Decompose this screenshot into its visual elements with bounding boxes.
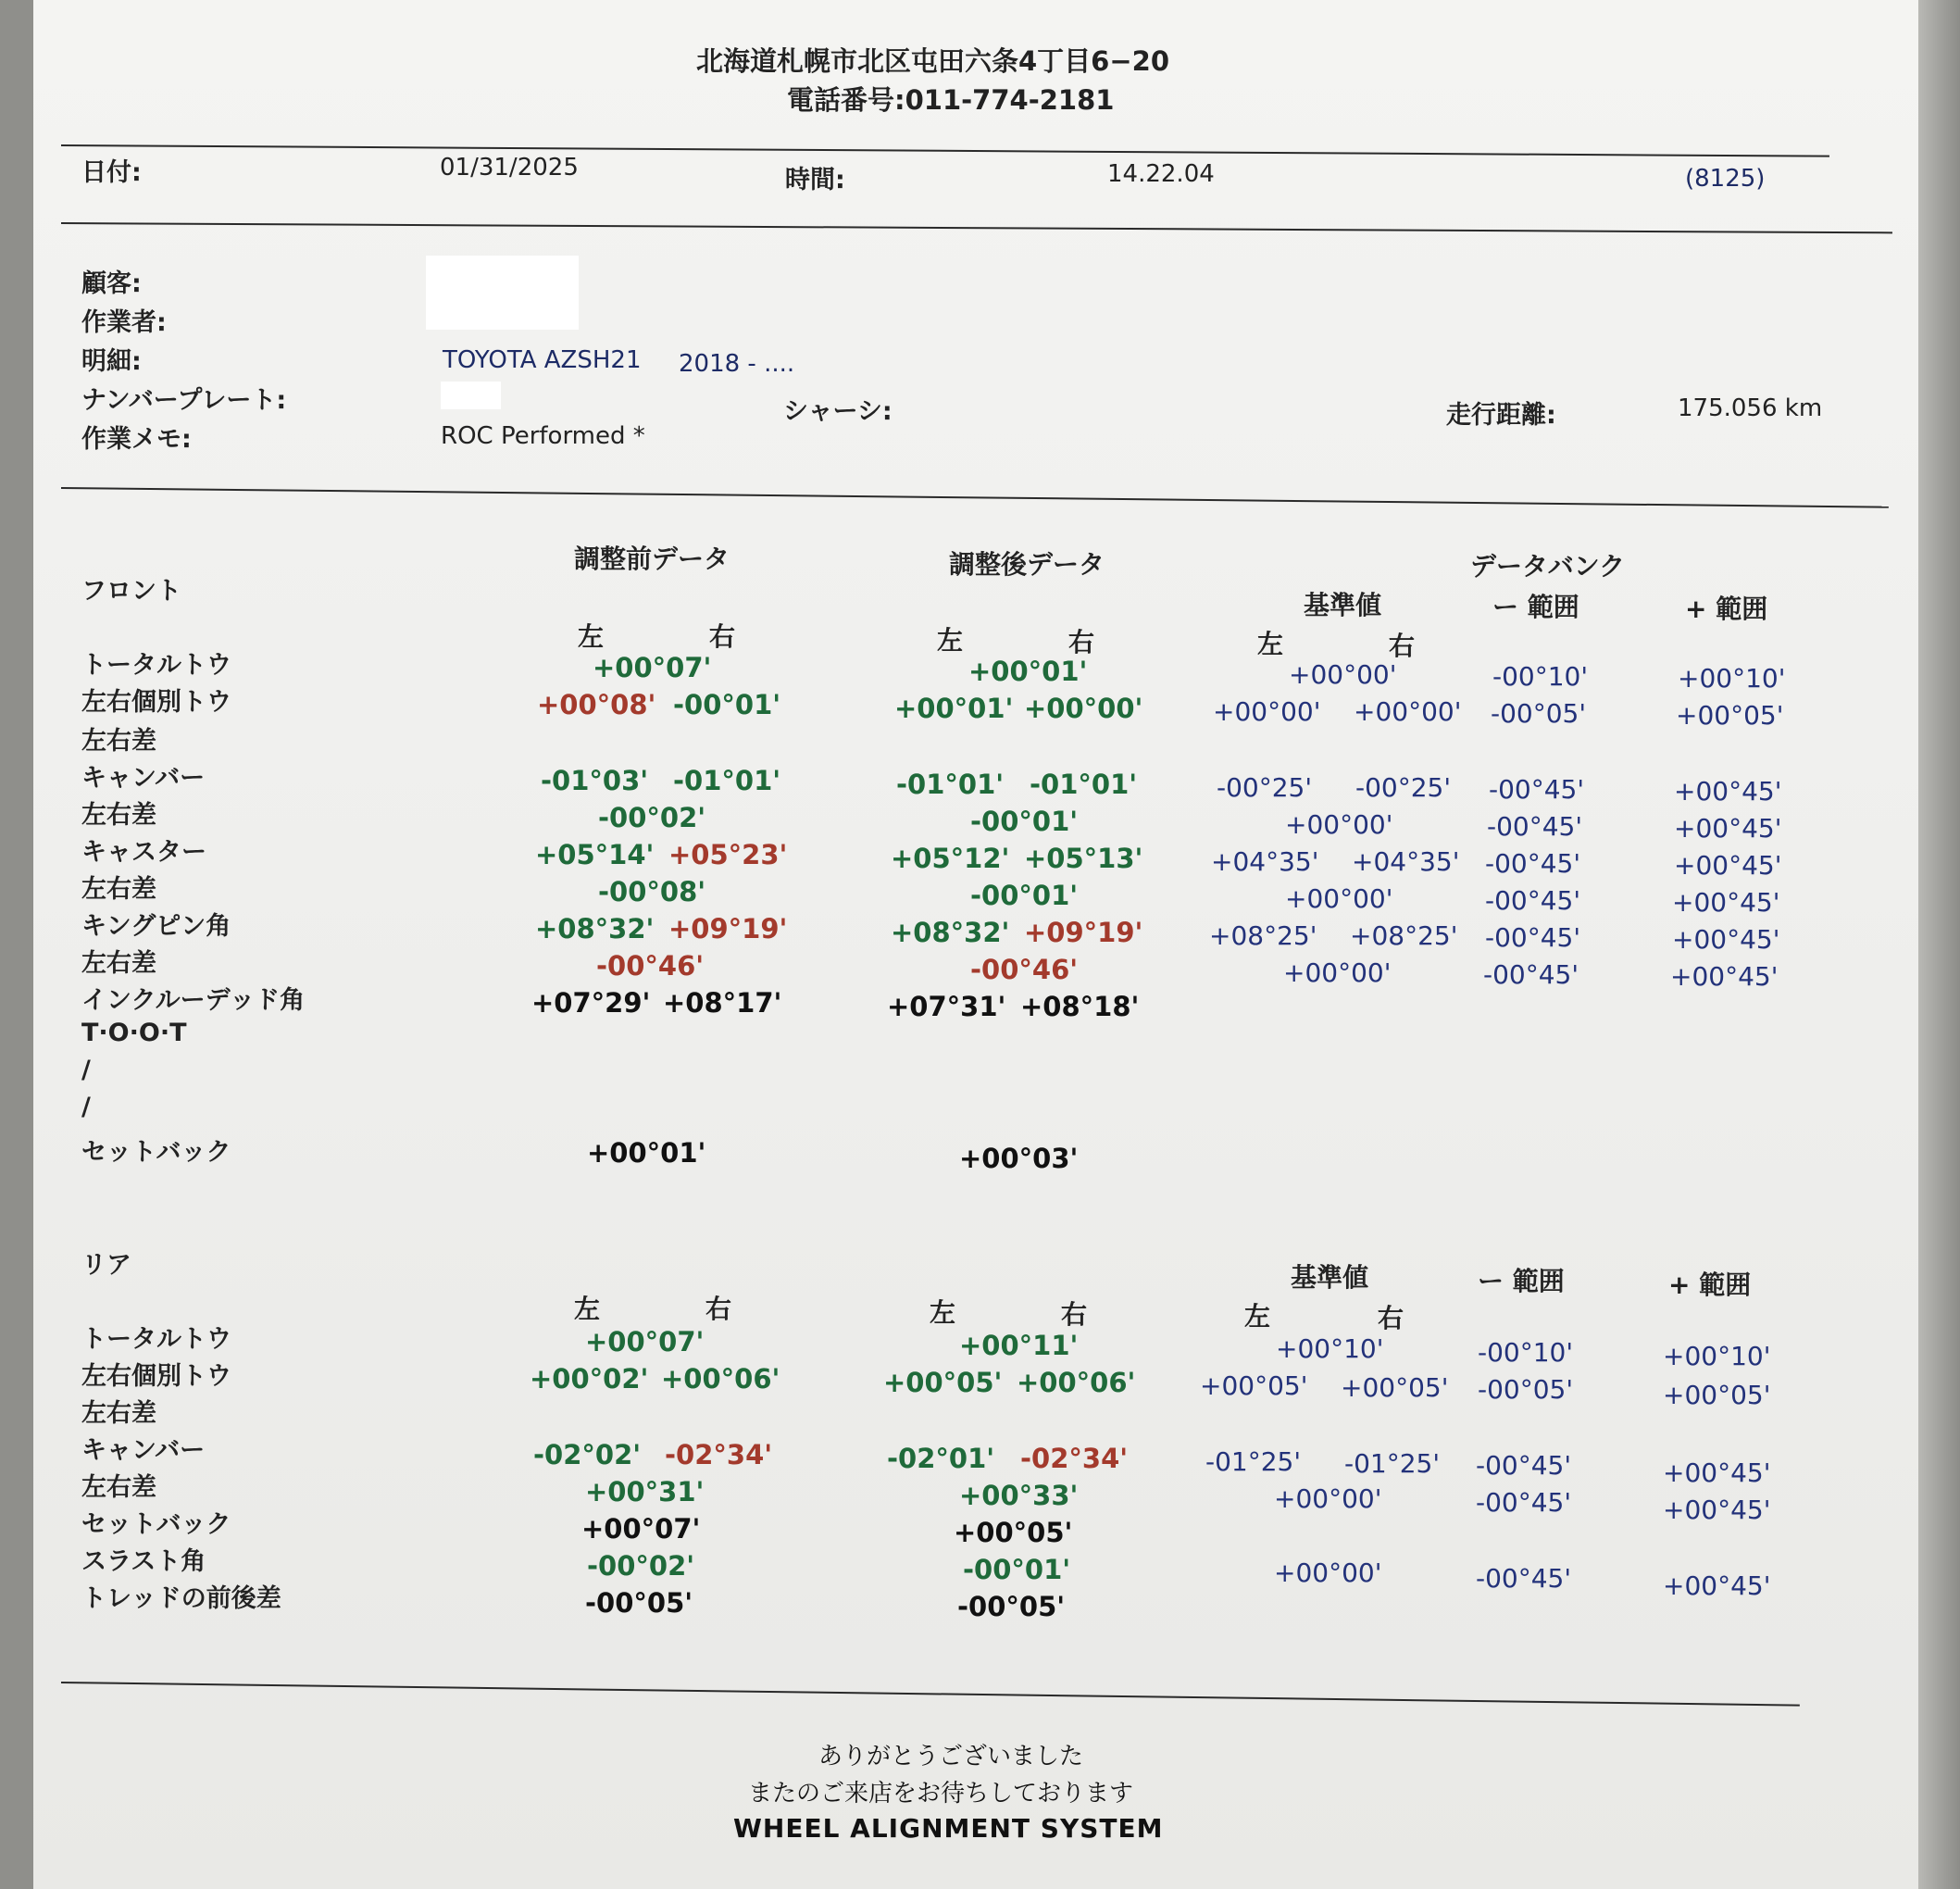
- chassis-label: シャーシ:: [783, 397, 893, 426]
- front-kpi-minus: -00°45': [1485, 922, 1581, 953]
- rear-tread-before: -00°05': [585, 1587, 693, 1619]
- front-caster-std-left: +04°35': [1211, 846, 1319, 877]
- rear-camber-diff-after: +00°33': [959, 1480, 1079, 1511]
- rear-std-right: 右: [1378, 1303, 1404, 1333]
- footer-system-name: WHEEL ALIGNMENT SYSTEM: [733, 1813, 1164, 1844]
- front-after-right: 右: [1068, 627, 1095, 657]
- time-value: 14.22.04: [1107, 160, 1215, 188]
- background-edge: [1918, 0, 1960, 1889]
- front-label-setback: セットバック: [81, 1138, 231, 1167]
- front-caster-plus: +00°45': [1674, 850, 1782, 881]
- footer-return: またのご来店をお待ちしております: [748, 1780, 1134, 1808]
- customer-label: 顧客:: [81, 269, 142, 298]
- mileage-label: 走行距離:: [1446, 401, 1556, 430]
- front-kpi-before-left: +08°32': [535, 913, 655, 944]
- vehicle-year: 2018 - ....: [679, 350, 795, 378]
- front-ind-toe-plus: +00°05': [1676, 700, 1784, 731]
- front-camber-std-left: -00°25': [1217, 772, 1313, 803]
- front-label-caster-diff: 左右差: [81, 875, 156, 904]
- rear-label-camber-diff: 左右差: [81, 1473, 156, 1502]
- memo-label: 作業メモ:: [81, 425, 192, 454]
- worker-label: 作業者:: [81, 308, 167, 337]
- front-camber-diff-plus: +00°45': [1674, 813, 1782, 844]
- rear-camber-minus: -00°45': [1476, 1450, 1572, 1481]
- front-label-toot: T·O·O·T: [81, 1019, 187, 1047]
- front-ind-toe-before-right: -00°01': [673, 689, 781, 720]
- rear-camber-plus: +00°45': [1663, 1457, 1771, 1488]
- rear-camber-before-left: -02°02': [533, 1439, 642, 1470]
- rear-thrust-minus: -00°45': [1476, 1563, 1572, 1594]
- rear-label-total-toe: トータルトウ: [81, 1325, 231, 1354]
- time-label: 時間:: [785, 166, 845, 194]
- rear-ind-toe-std-right: +00°05': [1341, 1372, 1449, 1403]
- vehicle-model: TOYOTA AZSH21: [443, 346, 642, 374]
- date-label: 日付:: [81, 158, 142, 187]
- rear-camber-after-right: -02°34': [1020, 1443, 1129, 1474]
- rear-after-left: 左: [930, 1297, 956, 1328]
- front-kpi-diff-minus: -00°45': [1483, 959, 1579, 990]
- memo-value: ROC Performed *: [441, 422, 645, 450]
- front-caster-before-left: +05°14': [535, 839, 655, 870]
- front-kpi-diff-std: +00°00': [1283, 957, 1392, 988]
- front-section-label: フロント: [81, 577, 181, 606]
- front-camber-after-left: -01°01': [896, 769, 1005, 800]
- rear-camber-std-left: -01°25': [1205, 1446, 1302, 1477]
- front-before-left: 左: [578, 621, 605, 652]
- front-setback-before: +00°01': [587, 1137, 706, 1169]
- plate-label: ナンバープレート:: [81, 386, 287, 415]
- rear-ind-toe-plus: +00°05': [1663, 1380, 1771, 1410]
- rear-thrust-after: -00°01': [963, 1554, 1071, 1585]
- front-kpi-std-right: +08°25': [1350, 920, 1458, 951]
- front-camber-diff-minus: -00°45': [1487, 811, 1583, 842]
- shop-address: 北海道札幌市北区屯田六条4丁目6−20: [696, 45, 1170, 77]
- front-ind-toe-before-left: +00°08': [537, 689, 656, 720]
- rear-total-toe-std: +00°10': [1276, 1333, 1384, 1364]
- front-before-header: 調整前データ: [574, 544, 730, 574]
- front-camber-plus: +00°45': [1674, 776, 1782, 807]
- rear-ind-toe-after-right: +00°06': [1017, 1367, 1136, 1398]
- rear-label-camber: キャンバー: [81, 1436, 206, 1465]
- rear-total-toe-before: +00°07': [585, 1326, 705, 1357]
- front-kpi-diff-before: -00°46': [596, 950, 705, 982]
- front-label-camber-diff: 左右差: [81, 801, 156, 830]
- front-std-header: 基準値: [1304, 590, 1382, 620]
- rear-thrust-plus: +00°45': [1663, 1570, 1771, 1601]
- front-ind-toe-std-left: +00°00': [1213, 696, 1321, 727]
- rear-thrust-std: +00°00': [1274, 1557, 1382, 1588]
- front-before-right: 右: [709, 621, 736, 652]
- front-label-ind-toe: 左右個別トウ: [81, 688, 231, 717]
- footer-thanks: ありがとうございました: [818, 1743, 1084, 1770]
- front-setback-after: +00°03': [959, 1143, 1079, 1174]
- rear-camber-diff-std: +00°00': [1274, 1483, 1382, 1514]
- front-caster-std-right: +04°35': [1352, 846, 1460, 877]
- front-caster-diff-minus: -00°45': [1485, 885, 1581, 916]
- rear-minus-header: ー 範囲: [1478, 1266, 1565, 1296]
- front-camber-diff-after: -00°01': [970, 806, 1079, 837]
- front-kpi-after-left: +08°32': [891, 917, 1010, 948]
- front-ind-toe-std-right: +00°00': [1354, 696, 1462, 727]
- rear-setback-before: +00°07': [581, 1513, 701, 1545]
- front-ind-toe-after-left: +00°01': [894, 693, 1014, 724]
- front-caster-diff-before: -00°08': [598, 876, 706, 907]
- front-kpi-diff-plus: +00°45': [1670, 961, 1779, 992]
- front-total-toe-before: +00°07': [593, 652, 712, 683]
- front-label-camber: キャンバー: [81, 764, 206, 793]
- rear-total-toe-minus: -00°10': [1478, 1337, 1574, 1368]
- front-caster-diff-after: -00°01': [970, 880, 1079, 911]
- front-kpi-std-left: +08°25': [1209, 920, 1317, 951]
- rear-label-thrust: スラスト角: [81, 1547, 206, 1576]
- plate-redaction: [441, 382, 501, 409]
- front-total-toe-minus: -00°10': [1492, 661, 1589, 692]
- front-label-slash2: /: [81, 1093, 91, 1121]
- shop-phone: 電話番号:011-774-2181: [787, 84, 1115, 116]
- front-label-included: インクルーデッド角: [81, 986, 306, 1015]
- rear-ind-toe-after-left: +00°05': [883, 1367, 1003, 1398]
- front-included-after-right: +08°18': [1020, 991, 1140, 1022]
- front-kpi-after-right: +09°19': [1024, 917, 1143, 948]
- rear-camber-before-right: -02°34': [665, 1439, 773, 1470]
- rear-tread-after: -00°05': [957, 1591, 1066, 1622]
- front-included-after-left: +07°31': [887, 991, 1006, 1022]
- front-camber-before-right: -01°01': [673, 765, 781, 796]
- rear-before-left: 左: [574, 1294, 601, 1324]
- rear-total-toe-plus: +00°10': [1663, 1341, 1771, 1371]
- front-after-header: 調整後データ: [949, 549, 1105, 580]
- rear-ind-toe-minus: -00°05': [1478, 1374, 1574, 1405]
- front-caster-after-left: +05°12': [891, 843, 1010, 874]
- front-camber-diff-std: +00°00': [1285, 809, 1393, 840]
- rear-after-right: 右: [1061, 1299, 1088, 1330]
- front-camber-before-left: -01°03': [541, 765, 649, 796]
- rear-camber-diff-minus: -00°45': [1476, 1487, 1572, 1518]
- front-label-caster: キャスター: [81, 838, 206, 867]
- front-caster-minus: -00°45': [1485, 848, 1581, 879]
- front-after-left: 左: [937, 625, 964, 656]
- front-included-before-right: +08°17': [663, 987, 782, 1019]
- rear-ind-toe-std-left: +00°05': [1200, 1370, 1308, 1401]
- front-camber-std-right: -00°25': [1355, 772, 1452, 803]
- front-std-left: 左: [1257, 629, 1284, 659]
- front-included-before-left: +07°29': [531, 987, 651, 1019]
- rear-total-toe-after: +00°11': [959, 1330, 1079, 1361]
- rear-camber-diff-plus: +00°45': [1663, 1495, 1771, 1525]
- front-camber-after-right: -01°01': [1030, 769, 1138, 800]
- record-code: (8125): [1685, 165, 1766, 193]
- rear-label-tread: トレッドの前後差: [81, 1584, 281, 1613]
- front-ind-toe-after-right: +00°00': [1024, 693, 1143, 724]
- front-caster-after-right: +05°13': [1024, 843, 1143, 874]
- front-label-kpi-diff: 左右差: [81, 949, 156, 978]
- front-databank-header: データバンク: [1470, 551, 1626, 582]
- front-kpi-before-right: +09°19': [668, 913, 788, 944]
- rear-camber-diff-before: +00°31': [585, 1476, 705, 1507]
- front-caster-diff-std: +00°00': [1285, 883, 1393, 914]
- rear-std-header: 基準値: [1291, 1262, 1369, 1293]
- mileage-value: 175.056 km: [1678, 394, 1823, 422]
- front-plus-header: + 範囲: [1685, 594, 1768, 624]
- front-ind-toe-minus: -00°05': [1491, 698, 1587, 729]
- front-camber-diff-before: -00°02': [598, 802, 706, 833]
- front-kpi-plus: +00°45': [1672, 924, 1780, 955]
- front-total-toe-after: +00°01': [968, 656, 1088, 687]
- rear-label-diff1: 左右差: [81, 1399, 156, 1428]
- rear-camber-after-left: -02°01': [887, 1443, 995, 1474]
- rear-camber-std-right: -01°25': [1344, 1448, 1441, 1479]
- front-label-total-toe: トータルトウ: [81, 651, 231, 680]
- rear-label-ind-toe: 左右個別トウ: [81, 1362, 231, 1391]
- rear-plus-header: + 範囲: [1668, 1270, 1752, 1300]
- customer-redaction: [426, 256, 579, 330]
- front-total-toe-plus: +00°10': [1678, 663, 1786, 694]
- date-value: 01/31/2025: [440, 154, 579, 181]
- rear-ind-toe-before-right: +00°06': [661, 1363, 780, 1395]
- front-label-kpi: キングピン角: [81, 912, 231, 941]
- front-camber-minus: -00°45': [1489, 774, 1585, 805]
- rear-label-setback: セットバック: [81, 1510, 231, 1539]
- rear-std-left: 左: [1244, 1301, 1271, 1332]
- front-total-toe-std: +00°00': [1289, 659, 1397, 690]
- rear-setback-after: +00°05': [954, 1517, 1073, 1548]
- front-label-diff1: 左右差: [81, 727, 156, 756]
- front-label-slash1: /: [81, 1056, 91, 1084]
- front-minus-header: ー 範囲: [1492, 592, 1579, 622]
- front-kpi-diff-after: -00°46': [970, 954, 1079, 985]
- rear-ind-toe-before-left: +00°02': [530, 1363, 649, 1395]
- front-caster-diff-plus: +00°45': [1672, 887, 1780, 918]
- front-caster-before-right: +05°23': [668, 839, 788, 870]
- front-std-right: 右: [1389, 631, 1416, 661]
- detail-label: 明細:: [81, 347, 142, 376]
- rear-thrust-before: -00°02': [587, 1550, 695, 1582]
- rear-section-label: リア: [81, 1251, 131, 1280]
- rear-before-right: 右: [705, 1294, 732, 1324]
